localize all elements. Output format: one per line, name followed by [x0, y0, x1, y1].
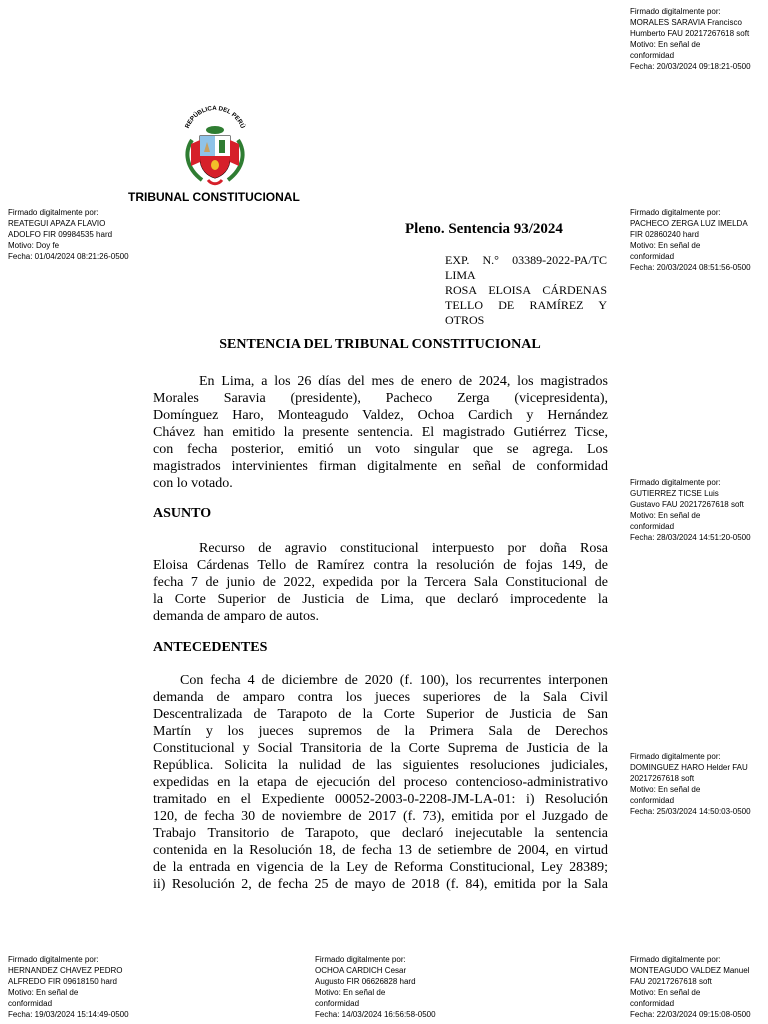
signature-line: conformidad: [315, 999, 360, 1008]
signature-line: Humberto FAU 20217267618 soft: [630, 29, 750, 38]
paragraph-line: Domínguez Haro, Monteagudo Valdez, Ochoa Cardich y Hernández: [153, 408, 608, 423]
signature-line: Motivo: En señal de: [315, 988, 386, 997]
paragraph-line: Trabajo Transitorio de Tarapoto, que declaró inejecutable la sentencia: [153, 826, 608, 841]
signature-line: conformidad: [630, 522, 675, 531]
signature-line: REATEGUI APAZA FLAVIO: [8, 219, 106, 228]
paragraph-line: de la entrada en vigencia de la Ley de Reforma Constitucional, Ley 28389;: [153, 860, 608, 875]
digital-signature-morales: [630, 6, 751, 72]
signature-line: PACHECO ZERGA LUZ IMELDA: [630, 219, 748, 228]
case-line: ROSA ELOISA CÁRDENAS: [445, 283, 607, 297]
signature-line: Gustavo FAU 20217267618 soft: [630, 500, 744, 509]
case-line: OTROS: [445, 313, 485, 327]
signature-line: conformidad: [630, 796, 675, 805]
signature-line: conformidad: [8, 999, 53, 1008]
paragraph-line: Constitucional y Social Transitoria de la Corte Suprema de Justicia de la: [153, 741, 608, 756]
signature-line: ALFREDO FIR 09618150 hard: [8, 977, 117, 986]
document-title: SENTENCIA DEL TRIBUNAL CONSTITUCIONAL: [219, 337, 541, 352]
case-line: EXP. N.° 03389-2022-PA/TC: [445, 253, 607, 267]
digital-signature-reategui: [8, 207, 129, 262]
paragraph-line: demanda de amparo contra los jueces superiores de la Sala Civil: [153, 690, 608, 705]
paragraph-line: con fecha posterior, emitió un voto singular que se agrega. Los: [153, 442, 608, 457]
case-line: TELLO DE RAMÍREZ Y: [445, 298, 607, 312]
svg-text:REPÚBLICA DEL PERÚ: REPÚBLICA DEL PERÚ: [183, 104, 247, 130]
digital-signature-ochoa: [315, 954, 436, 1020]
signature-line: FIR 02860240 hard: [630, 230, 699, 239]
signature-line: Augusto FIR 06626828 hard: [315, 977, 416, 986]
section-heading-antecedentes: ANTECEDENTES: [153, 640, 268, 655]
signature-line: Motivo: En señal de: [630, 511, 701, 520]
signature-line: MONTEAGUDO VALDEZ Manuel: [630, 966, 750, 975]
signature-line: Firmado digitalmente por:: [630, 955, 721, 964]
paragraph-line: 120, de fecha 30 de noviembre de 2017 (f. 73), emitida por el Juzgado de: [153, 809, 608, 824]
signature-line: 20217267618 soft: [630, 774, 695, 783]
signature-line: Motivo: Doy fe: [8, 241, 60, 250]
signature-line: conformidad: [630, 51, 675, 60]
coat-of-arms-icon: [178, 100, 252, 190]
signature-line: GUTIERREZ TICSE Luis: [630, 489, 719, 498]
signature-line: conformidad: [630, 999, 675, 1008]
signature-line: Firmado digitalmente por:: [8, 955, 99, 964]
intro-paragraph: [153, 373, 608, 492]
signature-line: Fecha: 19/03/2024 15:14:49-0500: [8, 1010, 129, 1019]
paragraph-line: República. Solicita la nulidad de las siguientes resoluciones judiciales,: [153, 758, 608, 773]
signature-line: Fecha: 25/03/2024 14:50:03-0500: [630, 807, 751, 816]
digital-signature-hernandez: [8, 954, 129, 1020]
signature-line: DOMINGUEZ HARO Helder FAU: [630, 763, 748, 772]
signature-line: Fecha: 20/03/2024 08:51:56-0500: [630, 263, 751, 272]
signature-line: FAU 20217267618 soft: [630, 977, 712, 986]
paragraph-line: Con fecha 4 de diciembre de 2020 (f. 100), los recurrentes interponen: [180, 673, 608, 688]
signature-line: Firmado digitalmente por:: [315, 955, 406, 964]
digital-signature-gutierrez: [630, 477, 751, 543]
signature-line: Fecha: 28/03/2024 14:51:20-0500: [630, 533, 751, 542]
case-reference: [445, 253, 607, 328]
signature-line: Motivo: En señal de: [630, 40, 701, 49]
paragraph-line: Martín y los jueces supremos de la Primera Sala de Derechos: [153, 724, 608, 739]
signature-line: Firmado digitalmente por:: [630, 752, 721, 761]
signature-line: Fecha: 22/03/2024 09:15:08-0500: [630, 1010, 751, 1019]
section-heading-asunto: ASUNTO: [153, 506, 212, 521]
signature-line: Fecha: 14/03/2024 16:56:58-0500: [315, 1010, 436, 1019]
paragraph-line: magistrados intervinientes firman digitalmente en señal de conformidad: [153, 459, 608, 474]
signature-line: MORALES SARAVIA Francisco: [630, 18, 742, 27]
paragraph-line: con lo votado.: [153, 476, 233, 491]
signature-line: Firmado digitalmente por:: [630, 208, 721, 217]
paragraph-line: la Corte Superior de Justicia de Lima, que declaró improcedente la: [153, 592, 608, 607]
paragraph-line: Morales Saravia (presidente), Pacheco Zerga (vicepresidenta),: [153, 391, 608, 406]
paragraph-line: Descentralizada de Tarapoto de la Corte Superior de Justicia de San: [153, 707, 608, 722]
signature-line: ADOLFO FIR 09984535 hard: [8, 230, 113, 239]
paragraph-line: Recurso de agravio constitucional interpuesto por doña Rosa: [199, 541, 608, 556]
signature-line: Motivo: En señal de: [630, 988, 701, 997]
digital-signature-pacheco: [630, 207, 751, 273]
paragraph-line: expedidas en la etapa de ejecución del proceso contencioso-administrativo: [153, 775, 608, 790]
signature-line: Motivo: En señal de: [630, 241, 701, 250]
asunto-paragraph: [153, 540, 608, 625]
paragraph-line: fecha 7 de junio de 2022, expedida por la Tercera Sala Constitucional de: [153, 575, 608, 590]
signature-line: OCHOA CARDICH Cesar: [315, 966, 407, 975]
signature-line: Firmado digitalmente por:: [8, 208, 99, 217]
paragraph-line: demanda de amparo de autos.: [153, 609, 319, 624]
paragraph-line: ii) Resolución 2, de fecha 25 de mayo de 2018 (f. 84), emitida por la Sala: [153, 877, 608, 892]
sentence-number: Pleno. Sentencia 93/2024: [405, 221, 563, 237]
signature-line: Firmado digitalmente por:: [630, 478, 721, 487]
signature-line: Firmado digitalmente por:: [630, 7, 721, 16]
paragraph-line: tramitado en el Expediente 00052-2003-0-2208-JM-LA-01: i) Resolución: [153, 792, 608, 807]
paragraph-line: Eloisa Cárdenas Tello de Ramírez contra la resolución de fojas 149, de: [153, 558, 608, 573]
signature-line: conformidad: [630, 252, 675, 261]
digital-signature-monteagudo: [630, 954, 751, 1020]
antecedentes-paragraph: [153, 672, 608, 893]
institution-name: TRIBUNAL CONSTITUCIONAL: [128, 190, 300, 204]
case-line: LIMA: [445, 268, 476, 282]
signature-line: Motivo: En señal de: [8, 988, 79, 997]
signature-line: Fecha: 20/03/2024 09:18:21-0500: [630, 62, 751, 71]
paragraph-line: Chávez han emitido la presente sentencia. El magistrado Gutiérrez Ticse,: [153, 425, 608, 440]
signature-line: HERNANDEZ CHAVEZ PEDRO: [8, 966, 123, 975]
signature-line: Fecha: 01/04/2024 08:21:26-0500: [8, 252, 129, 261]
paragraph-line: contenida en la Resolución 18, de fecha 13 de setiembre de 2004, en virtud: [153, 843, 608, 858]
signature-line: Motivo: En señal de: [630, 785, 701, 794]
paragraph-line: En Lima, a los 26 días del mes de enero de 2024, los magistrados: [199, 374, 608, 389]
digital-signature-dominguez: [630, 751, 751, 817]
